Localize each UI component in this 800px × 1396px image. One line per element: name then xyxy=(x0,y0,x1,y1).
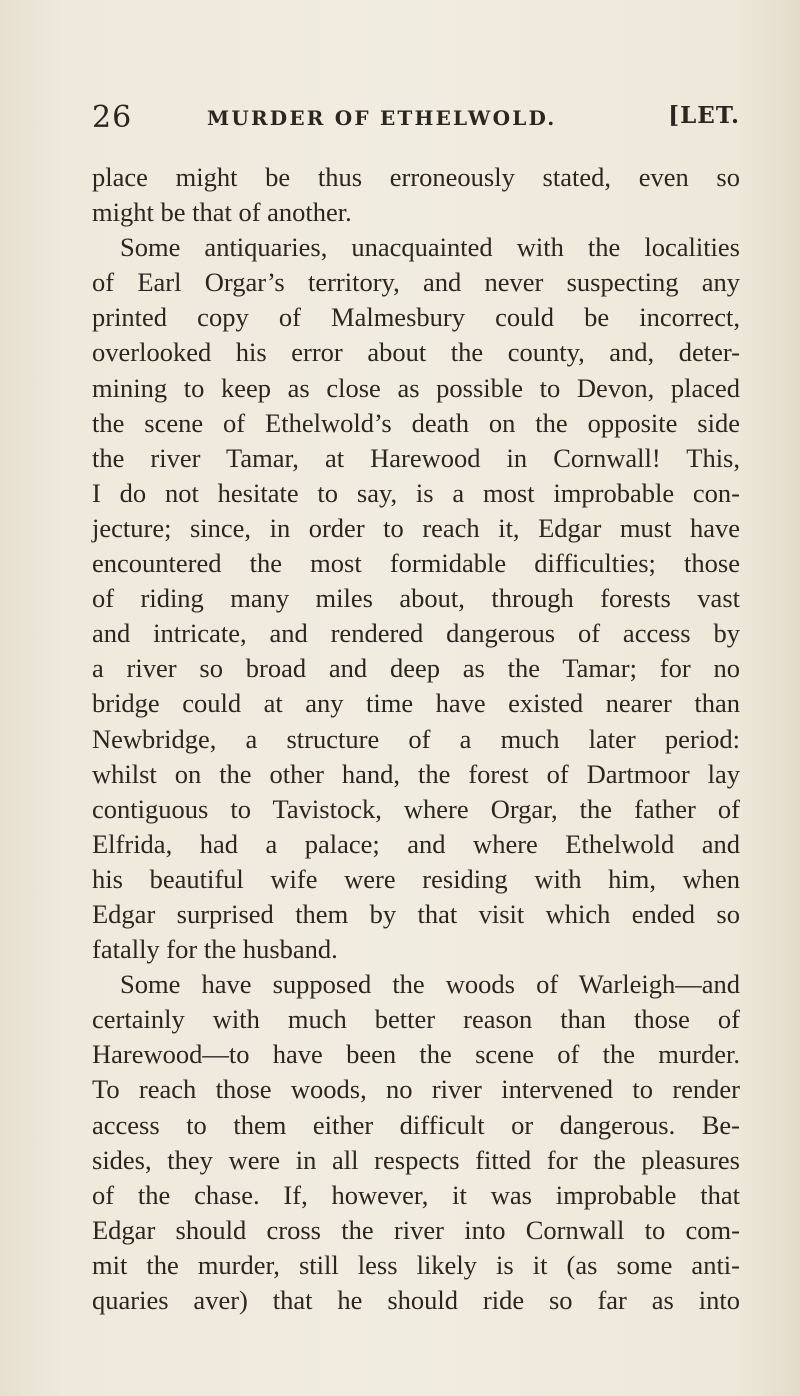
page-header xyxy=(92,100,740,140)
text-line: jecture; since, in order to reach it, Edgar must have xyxy=(92,512,740,543)
text-line: encountered the most formidable difficulties; those xyxy=(92,548,740,579)
text-line: sides, they were in all respects fitted for the pleasures xyxy=(92,1144,740,1175)
text-line: fatally for the husband. xyxy=(92,934,338,965)
text-line: contiguous to Tavistock, where Orgar, the father of xyxy=(92,793,740,824)
text-line: Some antiquaries, unacquainted with the localities xyxy=(120,232,740,263)
text-line: access to them either difficult or dangerous. Be- xyxy=(92,1109,740,1140)
text-line: quaries aver) that he should ride so far as into xyxy=(92,1285,740,1315)
text-line: of riding many miles about, through forests vast xyxy=(92,583,740,614)
text-line: might be that of another. xyxy=(92,197,352,228)
text-line: of the chase. If, however, it was improbable that xyxy=(92,1179,740,1210)
text-line: To reach those woods, no river intervened to render xyxy=(92,1074,740,1105)
text-line: place might be thus erroneously stated, even so xyxy=(92,162,740,192)
text-line: his beautiful wife were residing with him, when xyxy=(92,863,740,894)
text-line: Edgar should cross the river into Cornwall to com- xyxy=(92,1214,740,1245)
page-number: 26 xyxy=(92,100,133,135)
text-line: whilst on the other hand, the forest of Dartmoor lay xyxy=(92,758,740,789)
text-line: of Earl Orgar’s territory, and never suspecting any xyxy=(92,267,740,298)
text-line: Edgar surprised them by that visit which ended so xyxy=(92,898,740,929)
text-line: Elfrida, had a palace; and where Ethelwold and xyxy=(92,828,740,859)
text-line: mining to keep as close as possible to Devon, placed xyxy=(92,372,740,403)
text-line: mit the murder, still less likely is it (as some anti- xyxy=(92,1249,740,1280)
text-line: and intricate, and rendered dangerous of access by xyxy=(92,618,740,649)
text-line: certainly with much better reason than those of xyxy=(92,1004,740,1035)
text-line: bridge could at any time have existed nearer than xyxy=(92,688,740,719)
text-line: the scene of Ethelwold’s death on the opposite side xyxy=(92,407,740,438)
section-tag: [LET. xyxy=(668,102,740,129)
body-text xyxy=(92,160,740,1318)
text-line: Some have supposed the woods of Warleigh—and xyxy=(120,969,740,1000)
text-line: I do not hesitate to say, is a most improbable con- xyxy=(92,477,740,508)
text-line: Newbridge, a structure of a much later period: xyxy=(92,723,740,754)
running-title: MURDER OF ETHELWOLD. xyxy=(207,106,557,130)
text-line: printed copy of Malmesbury could be incorrect, xyxy=(92,302,740,333)
text-line: Harewood—to have been the scene of the murder. xyxy=(92,1039,740,1070)
text-line: the river Tamar, at Harewood in Cornwall! This, xyxy=(92,442,740,473)
text-line: overlooked his error about the county, and, deter- xyxy=(92,337,740,368)
text-line: a river so broad and deep as the Tamar; for no xyxy=(92,653,740,684)
